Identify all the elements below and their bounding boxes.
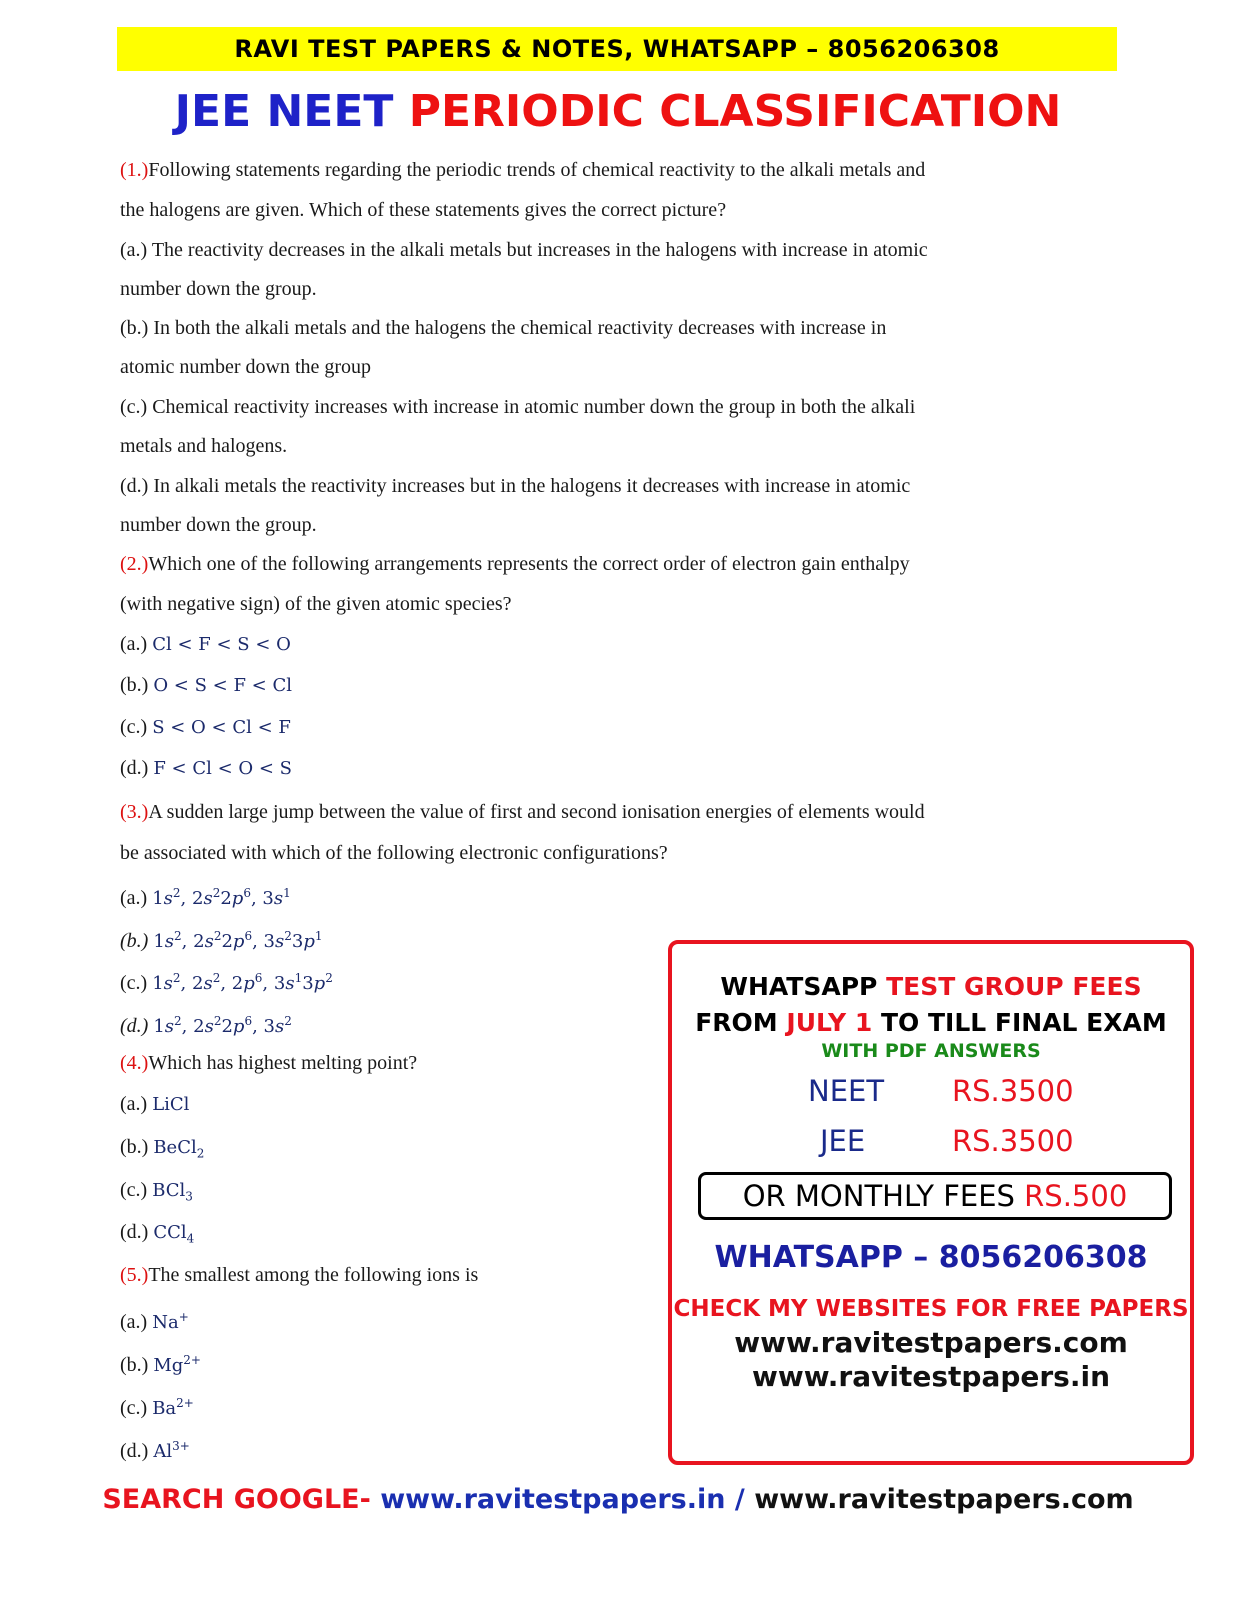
top-banner: RAVI TEST PAPERS & NOTES, WHATSAPP – 8056206308 — [117, 27, 1117, 71]
q2-line-2: (with negative sign) of the given atomic species? — [120, 593, 512, 615]
q1-option-c-2: metals and halogens. — [120, 435, 288, 457]
q3-number: (3.) — [120, 801, 149, 823]
q2-option-b — [120, 671, 292, 700]
q1-number: (1.) — [120, 159, 149, 181]
ad-check-websites: CHECK MY WEBSITES FOR FREE PAPERS — [673, 1296, 1189, 1322]
footer-link-in[interactable]: www.ravitestpapers.in — [380, 1484, 726, 1515]
page-title — [0, 82, 1236, 142]
q4-option-c — [120, 1176, 193, 1211]
q1-option-a-2: number down the group. — [120, 278, 317, 300]
q3-option-d — [120, 1007, 292, 1041]
neet-label: NEET — [808, 1074, 885, 1108]
option-label: (c.) — [120, 1397, 148, 1419]
q3-line-1 — [120, 798, 925, 826]
q1-option-d-2: number down the group. — [120, 514, 317, 536]
q2-option-a-math: Cl < F < S < O — [152, 634, 291, 655]
q1-text-1: Following statements regarding the periodic trends of chemical reactivity to the alkali metals and — [148, 159, 926, 181]
q5-option-a-ion: Na+ — [152, 1310, 189, 1333]
q2-option-a — [120, 630, 291, 659]
q1-option-b-2: atomic number down the group — [120, 356, 372, 378]
q4-option-d-formula: CCl$_4$ — [153, 1222, 195, 1246]
q4-option-b-formula: BeCl$_2$ — [153, 1137, 205, 1161]
ad-website-in[interactable]: www.ravitestpapers.in — [751, 1360, 1111, 1393]
q3-line-2: be associated with which of the following electronic configurations? — [120, 842, 668, 864]
fees-ad-box — [668, 940, 1194, 1465]
q2-text-1: Which one of the following arrangements represents the correct order of electron gain enthalpy — [148, 553, 910, 575]
option-label: (d.) — [120, 757, 149, 779]
q3-option-d-config: $1s^2$, $2s^22p^6$, $3s^2$ — [153, 1014, 292, 1037]
monthly-fees-box: OR MONTHLY FEES RS.500 — [698, 1172, 1172, 1220]
q1-option-b-1: (b.) In both the alkali metals and the halogens the chemical reactivity decreases with increase in — [120, 317, 887, 339]
q3-option-c-config: $1s^2$, $2s^2$, $2p^6$, $3s^13p^2$ — [152, 971, 333, 994]
q2-option-c — [120, 713, 291, 742]
q1-line-1 — [120, 156, 925, 184]
q4-option-c-formula: BCl$_3$ — [152, 1180, 193, 1204]
q2-option-b-math: O < S < F < Cl — [153, 675, 293, 696]
q2-option-c-math: S < O < Cl < F — [152, 717, 291, 738]
footer-separator: / — [734, 1484, 745, 1515]
q1-line-2: the halogens are given. Which of these statements gives the correct picture? — [120, 199, 727, 221]
ad-pdf-answers: WITH PDF ANSWERS — [821, 1040, 1041, 1062]
title-exam: JEE NEET — [174, 86, 394, 137]
option-label: (d.) — [120, 1440, 149, 1462]
q5-number: (5.) — [120, 1264, 149, 1286]
footer — [0, 1484, 1236, 1515]
q3-option-b-config: $1s^2$, $2s^22p^6$, $3s^23p^1$ — [153, 929, 323, 952]
jee-label: JEE — [820, 1124, 866, 1158]
footer-link-com[interactable]: www.ravitestpapers.com — [754, 1484, 1134, 1515]
q4-number: (4.) — [120, 1052, 149, 1074]
option-label: (a.) — [120, 1311, 148, 1333]
option-label: (b.) — [120, 1354, 149, 1376]
ad-heading-1: WHATSAPP TEST GROUP FEES — [720, 972, 1142, 1001]
option-label: (a.) — [120, 887, 148, 909]
neet-price: RS.3500 — [952, 1074, 1074, 1108]
q4-option-a — [120, 1090, 189, 1119]
q3-text-1: A sudden large jump between the value of first and second ionisation energies of elements would — [148, 801, 925, 823]
option-label: (b.) — [120, 930, 149, 952]
q4-line-1 — [120, 1049, 417, 1077]
q3-option-a-config: $1s^2$, $2s^22p^6$, $3s^1$ — [152, 886, 291, 909]
footer-search: SEARCH GOOGLE- — [102, 1484, 371, 1515]
q3-option-c — [120, 964, 333, 998]
option-label: (b.) — [120, 1136, 149, 1158]
q5-line-1 — [120, 1261, 478, 1289]
option-label: (a.) — [120, 633, 148, 655]
q4-option-a-formula: LiCl — [152, 1094, 190, 1115]
q4-option-b — [120, 1133, 204, 1168]
q5-option-d-ion: $Al^{3+}$ — [153, 1439, 190, 1462]
q5-option-a — [120, 1303, 189, 1337]
option-label: (a.) — [120, 1093, 148, 1115]
q3-option-a — [120, 879, 291, 913]
q1-option-a-1: (a.) The reactivity decreases in the alkali metals but increases in the halogens with increase in atomic — [120, 239, 928, 261]
option-label: (d.) — [120, 1221, 149, 1243]
q4-option-d — [120, 1218, 194, 1253]
q2-option-d — [120, 754, 292, 783]
q4-text: Which has highest melting point? — [148, 1052, 418, 1074]
q2-number: (2.) — [120, 553, 149, 575]
q1-option-d-1: (d.) In alkali metals the reactivity increases but in the halogens it decreases with increase in atomic — [120, 475, 911, 497]
title-topic: PERIODIC CLASSIFICATION — [408, 86, 1062, 137]
q1-option-c-1: (c.) Chemical reactivity increases with increase in atomic number down the group in both the alkali — [120, 396, 916, 418]
option-label: (d.) — [120, 1015, 149, 1037]
ad-whatsapp: WHATSAPP – 8056206308 — [714, 1240, 1148, 1275]
option-label: (c.) — [120, 1179, 148, 1201]
q2-line-1 — [120, 550, 910, 578]
option-label: (b.) — [120, 674, 149, 696]
option-label: (c.) — [120, 716, 148, 738]
q5-option-b-ion: $Mg^{2+}$ — [153, 1353, 201, 1376]
jee-price: RS.3500 — [952, 1124, 1074, 1158]
q5-option-d — [120, 1432, 190, 1466]
q5-option-c-ion: $Ba^{2+}$ — [152, 1396, 194, 1419]
q5-text: The smallest among the following ions is — [148, 1264, 479, 1286]
q5-option-c — [120, 1389, 194, 1423]
q5-option-b — [120, 1346, 201, 1380]
q2-option-d-math: F < Cl < O < S — [153, 758, 293, 779]
ad-heading-2: FROM JULY 1 TO TILL FINAL EXAM — [695, 1008, 1167, 1037]
option-label: (c.) — [120, 972, 148, 994]
ad-website-com[interactable]: www.ravitestpapers.com — [734, 1326, 1128, 1359]
q3-option-b — [120, 922, 323, 956]
